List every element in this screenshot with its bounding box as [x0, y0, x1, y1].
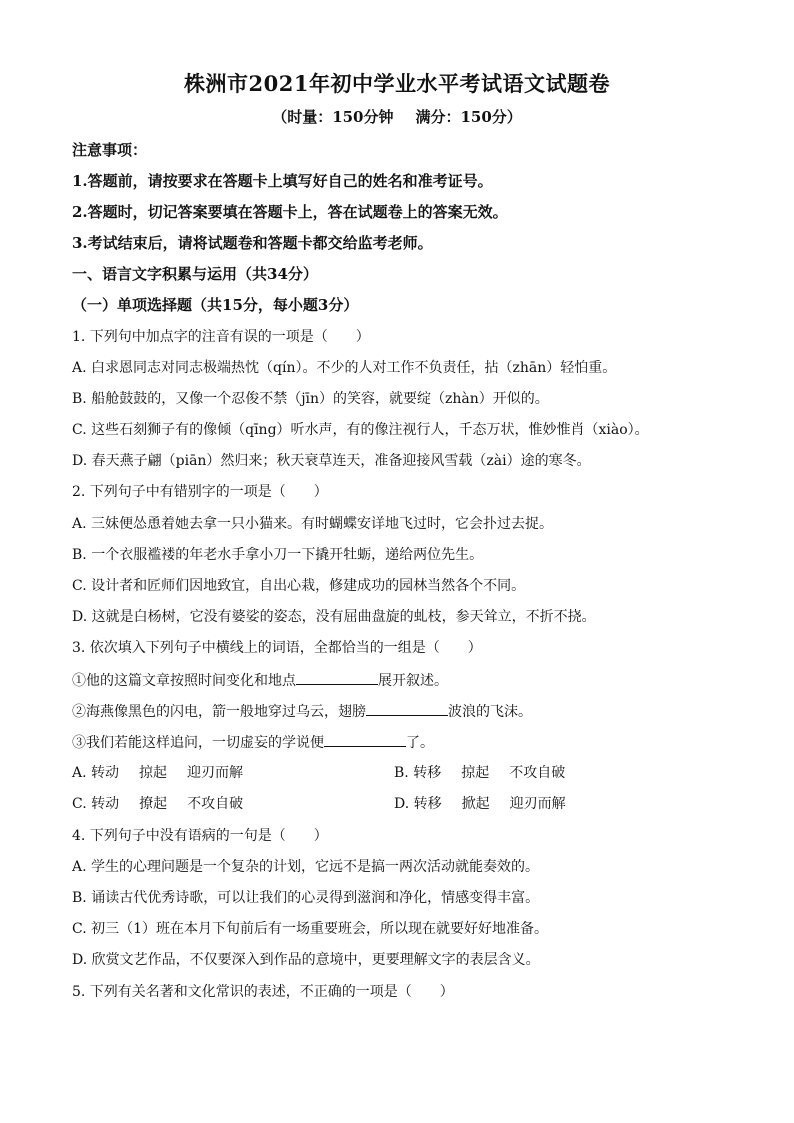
question-2-option-a: A. 三妹便怂恿着她去拿一只小猫来。有时蝴蝶安详地飞过时，它会扑过去捉。: [72, 516, 554, 532]
sentence-2-start: ②海燕像黑色的闪电，箭一般地穿过乌云，翅膀: [72, 704, 366, 720]
section-heading: 一、语言文字积累与运用（共34分）: [72, 265, 318, 283]
question-2-stem: 2. 下列句子中有错别字的一项是（ ）: [72, 484, 328, 500]
question-4-stem: 4. 下列句子中没有语病的一句是（ ）: [72, 828, 328, 844]
question-3-options-row-1: [72, 763, 722, 783]
notice-heading: 注意事项：: [72, 141, 148, 159]
time-limit: （时量：150分钟: [272, 108, 394, 126]
option-b-word-1: B. 转移: [394, 765, 442, 781]
question-3-option-a: [72, 763, 243, 783]
question-2-option-b: B. 一个衣服褴褛的年老水手拿小刀一下撬开牡蛎，递给两位先生。: [72, 547, 484, 563]
option-c-word-1: C. 转动: [72, 796, 120, 812]
question-3-stem: 3. 依次填入下列句子中横线上的词语，全都恰当的一组是（ ）: [72, 640, 482, 656]
sentence-1-end: 展开叙述。: [378, 673, 448, 689]
option-a-word-2: 掠起: [139, 765, 168, 781]
fill-blank-2: [366, 701, 448, 716]
question-3-options-row-2: [72, 794, 722, 814]
notice-item-3: 3.考试结束后，请将试题卷和答题卡都交给监考老师。: [72, 234, 433, 252]
exam-title: 株洲市2021年初中学业水平考试语文试题卷: [184, 71, 610, 96]
option-c-word-2: 撩起: [139, 796, 168, 812]
sentence-1-start: ①他的这篇文章按照时间变化和地点: [72, 673, 296, 689]
question-1-option-b: B. 船舱鼓鼓的，又像一个忍俊不禁（jīn）的笑容，就要绽（zhàn）开似的。: [72, 391, 549, 407]
question-3-sentence-1: [72, 670, 448, 691]
question-1-option-a: A. 白求恩同志对同志极端热忱（qín）。不少的人对工作不负责任，拈（zhān）轻怕重。: [72, 360, 617, 376]
option-b-word-2: 掠起: [461, 765, 490, 781]
question-3-option-c: [72, 794, 243, 814]
option-a-word-3: 迎刃而解: [187, 765, 244, 781]
question-2-option-d: D. 这就是白杨树，它没有婆娑的姿态，没有屈曲盘旋的虬枝，参天耸立，不折不挠。: [72, 609, 596, 625]
sentence-2-end: 波浪的飞沫。: [448, 704, 532, 720]
question-3-option-d: [394, 794, 566, 814]
question-4-option-d: D. 欣赏文艺作品，不仅要深入到作品的意境中，更要理解文字的表层含义。: [72, 952, 540, 968]
question-1-option-c: C. 这些石刻狮子有的像倾（qīng）听水声，有的像注视行人，千态万状，惟妙惟肖（xiào）。: [72, 422, 649, 438]
question-1-option-d: D. 春天燕子翩（piān）然归来；秋天衰草连天，准备迎接风雪载（zài）途的寒冬。: [72, 453, 591, 469]
question-4-option-c: C. 初三（1）班在本月下旬前后有一场重要班会，所以现在就要好好地准备。: [72, 921, 549, 937]
option-a-word-1: A. 转动: [72, 765, 120, 781]
question-3-option-b: [394, 763, 565, 783]
fill-blank-1: [296, 670, 378, 685]
option-d-word-2: 掀起: [461, 796, 490, 812]
option-b-word-3: 不攻自破: [509, 765, 566, 781]
option-d-word-1: D. 转移: [394, 796, 442, 812]
question-3-sentence-2: [72, 701, 532, 722]
question-2-option-c: C. 设计者和匠师们因地致宜，自出心栽，修建成功的园林当然各个不同。: [72, 578, 526, 594]
sentence-3-start: ③我们若能这样追问，一切虚妄的学说便: [72, 735, 324, 751]
question-4-option-b: B. 诵读古代优秀诗歌，可以让我们的心灵得到滋润和净化，情感变得丰富。: [72, 890, 540, 906]
subsection-heading: （一）单项选择题（共15分，每小题3分）: [72, 296, 359, 314]
option-c-word-3: 不攻自破: [187, 796, 244, 812]
full-score: 满分：150分）: [415, 108, 522, 126]
sentence-3-end: 了。: [406, 735, 434, 751]
question-5-stem: 5. 下列有关名著和文化常识的表述，不正确的一项是（ ）: [72, 984, 454, 1000]
option-d-word-3: 迎刃而解: [509, 796, 566, 812]
exam-subtitle: [0, 106, 794, 127]
question-1-stem: 1. 下列句中加点字的注音有误的一项是（ ）: [72, 329, 370, 345]
fill-blank-3: [324, 732, 406, 747]
notice-item-1: 1.答题前，请按要求在答题卡上填写好自己的姓名和准考证号。: [72, 172, 493, 190]
question-3-sentence-3: [72, 732, 434, 753]
question-4-option-a: A. 学生的心理问题是一个复杂的计划，它远不是搞一两次活动就能奏效的。: [72, 859, 540, 875]
notice-item-2: 2.答题时，切记答案要填在答题卡上，答在试题卷上的答案无效。: [72, 203, 508, 221]
